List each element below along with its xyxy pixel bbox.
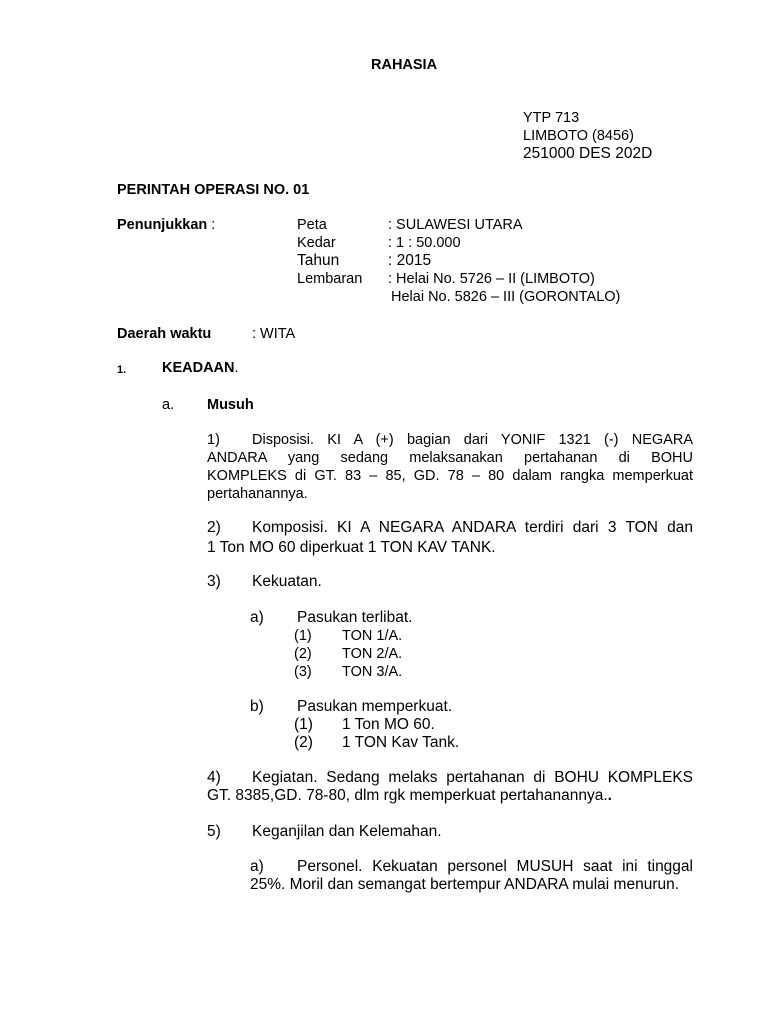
item-3a-row-number: (1)	[294, 628, 312, 644]
reference-label-colon: :	[207, 217, 216, 233]
item-3a-row-number: (3)	[294, 664, 312, 680]
item-4-period: .	[607, 787, 612, 804]
item-3-title: Kekuatan.	[252, 573, 322, 590]
item-5-number: 5)	[207, 823, 221, 840]
ref-value-kedar: : 1 : 50.000	[388, 235, 461, 251]
section-1-title-period: .	[234, 360, 239, 376]
ref-value-lembaran: : Helai No. 5726 – II (LIMBOTO)	[388, 271, 595, 287]
item-4-paragraph	[207, 769, 693, 805]
item-5a-line: 25%. Moril dan semangat bertempur ANDARA mulai menurun.	[250, 876, 680, 893]
classification-heading: RAHASIA	[371, 57, 438, 73]
ref-unit: YTP 713	[523, 110, 580, 126]
item-3b-row-text: 1 TON Kav Tank.	[342, 734, 460, 751]
item-4-line-2	[207, 787, 693, 805]
sub-a-title: Musuh	[207, 397, 254, 413]
item-3b-row-text: 1 Ton MO 60.	[342, 716, 435, 733]
item-1-line: KOMPLEKS di GT. 83 – 85, GD. 78 – 80 dalam rangka memperkuat	[207, 468, 693, 484]
item-3a-row-text: TON 2/A.	[342, 646, 403, 662]
item-4-number: 4)	[207, 769, 221, 786]
item-4-line: GT. 8385,GD. 78-80, dlm rgk memperkuat pertahanannya.	[207, 787, 608, 804]
item-3a-row-text: TON 3/A.	[342, 664, 403, 680]
ref-key-tahun: Tahun	[297, 252, 340, 269]
section-1-number: 1.	[117, 364, 127, 376]
item-3b-letter: b)	[250, 698, 264, 715]
ref-value-lembaran-2: Helai No. 5826 – III (GORONTALO)	[391, 289, 621, 305]
item-1-line: pertahanannya.	[207, 486, 308, 502]
reference-label	[117, 216, 215, 234]
time-zone-label: Daerah waktu	[117, 326, 212, 342]
ref-key-peta: Peta	[297, 217, 327, 233]
ref-value-peta: : SULAWESI UTARA	[388, 217, 523, 233]
item-3a-row-number: (2)	[294, 646, 312, 662]
item-3a-title: Pasukan terlibat.	[297, 609, 413, 626]
order-title: PERINTAH OPERASI NO. 01	[117, 182, 310, 198]
item-3a-letter: a)	[250, 609, 264, 626]
item-1-line: Disposisi. KI A (+) bagian dari YONIF 1321 (-) NEGARA	[252, 432, 693, 448]
item-2-line: 1 Ton MO 60 diperkuat 1 TON KAV TANK.	[207, 539, 496, 556]
sub-a-letter: a.	[162, 397, 175, 413]
section-1-title	[162, 359, 239, 377]
ref-value-tahun: : 2015	[388, 252, 432, 269]
item-1-number: 1)	[207, 432, 220, 448]
reference-label-text: Penunjukkan	[117, 217, 208, 233]
item-3b-row-number: (2)	[294, 734, 313, 751]
item-5a-line: Personel. Kekuatan personel MUSUH saat ini tinggal	[297, 858, 693, 875]
item-4-line: Kegiatan. Sedang melaks pertahanan di BOHU KOMPLEKS	[252, 769, 693, 786]
item-3b-title: Pasukan memperkuat.	[297, 698, 453, 715]
item-5a-paragraph	[250, 858, 693, 894]
ref-key-lembaran: Lembaran	[297, 271, 363, 287]
item-1-line: ANDARA yang sedang melaksanakan pertahanan di BOHU	[207, 450, 693, 466]
ref-datetime: 251000 DES 202D	[523, 145, 653, 162]
item-1-paragraph	[207, 431, 693, 503]
item-3b-row-number: (1)	[294, 716, 313, 733]
item-5a-letter: a)	[250, 858, 264, 875]
time-zone-value: : WITA	[252, 326, 296, 342]
item-3-number: 3)	[207, 573, 221, 590]
ref-key-kedar: Kedar	[297, 235, 336, 251]
section-1-title-text: KEADAAN	[162, 360, 235, 376]
item-5-title: Keganjilan dan Kelemahan.	[252, 823, 442, 840]
item-2-number: 2)	[207, 519, 221, 536]
item-3a-row-text: TON 1/A.	[342, 628, 403, 644]
item-2-line: Komposisi. KI A NEGARA ANDARA terdiri dari 3 TON dan	[252, 519, 693, 536]
ref-location: LIMBOTO (8456)	[523, 128, 634, 144]
item-2-paragraph	[207, 518, 693, 558]
